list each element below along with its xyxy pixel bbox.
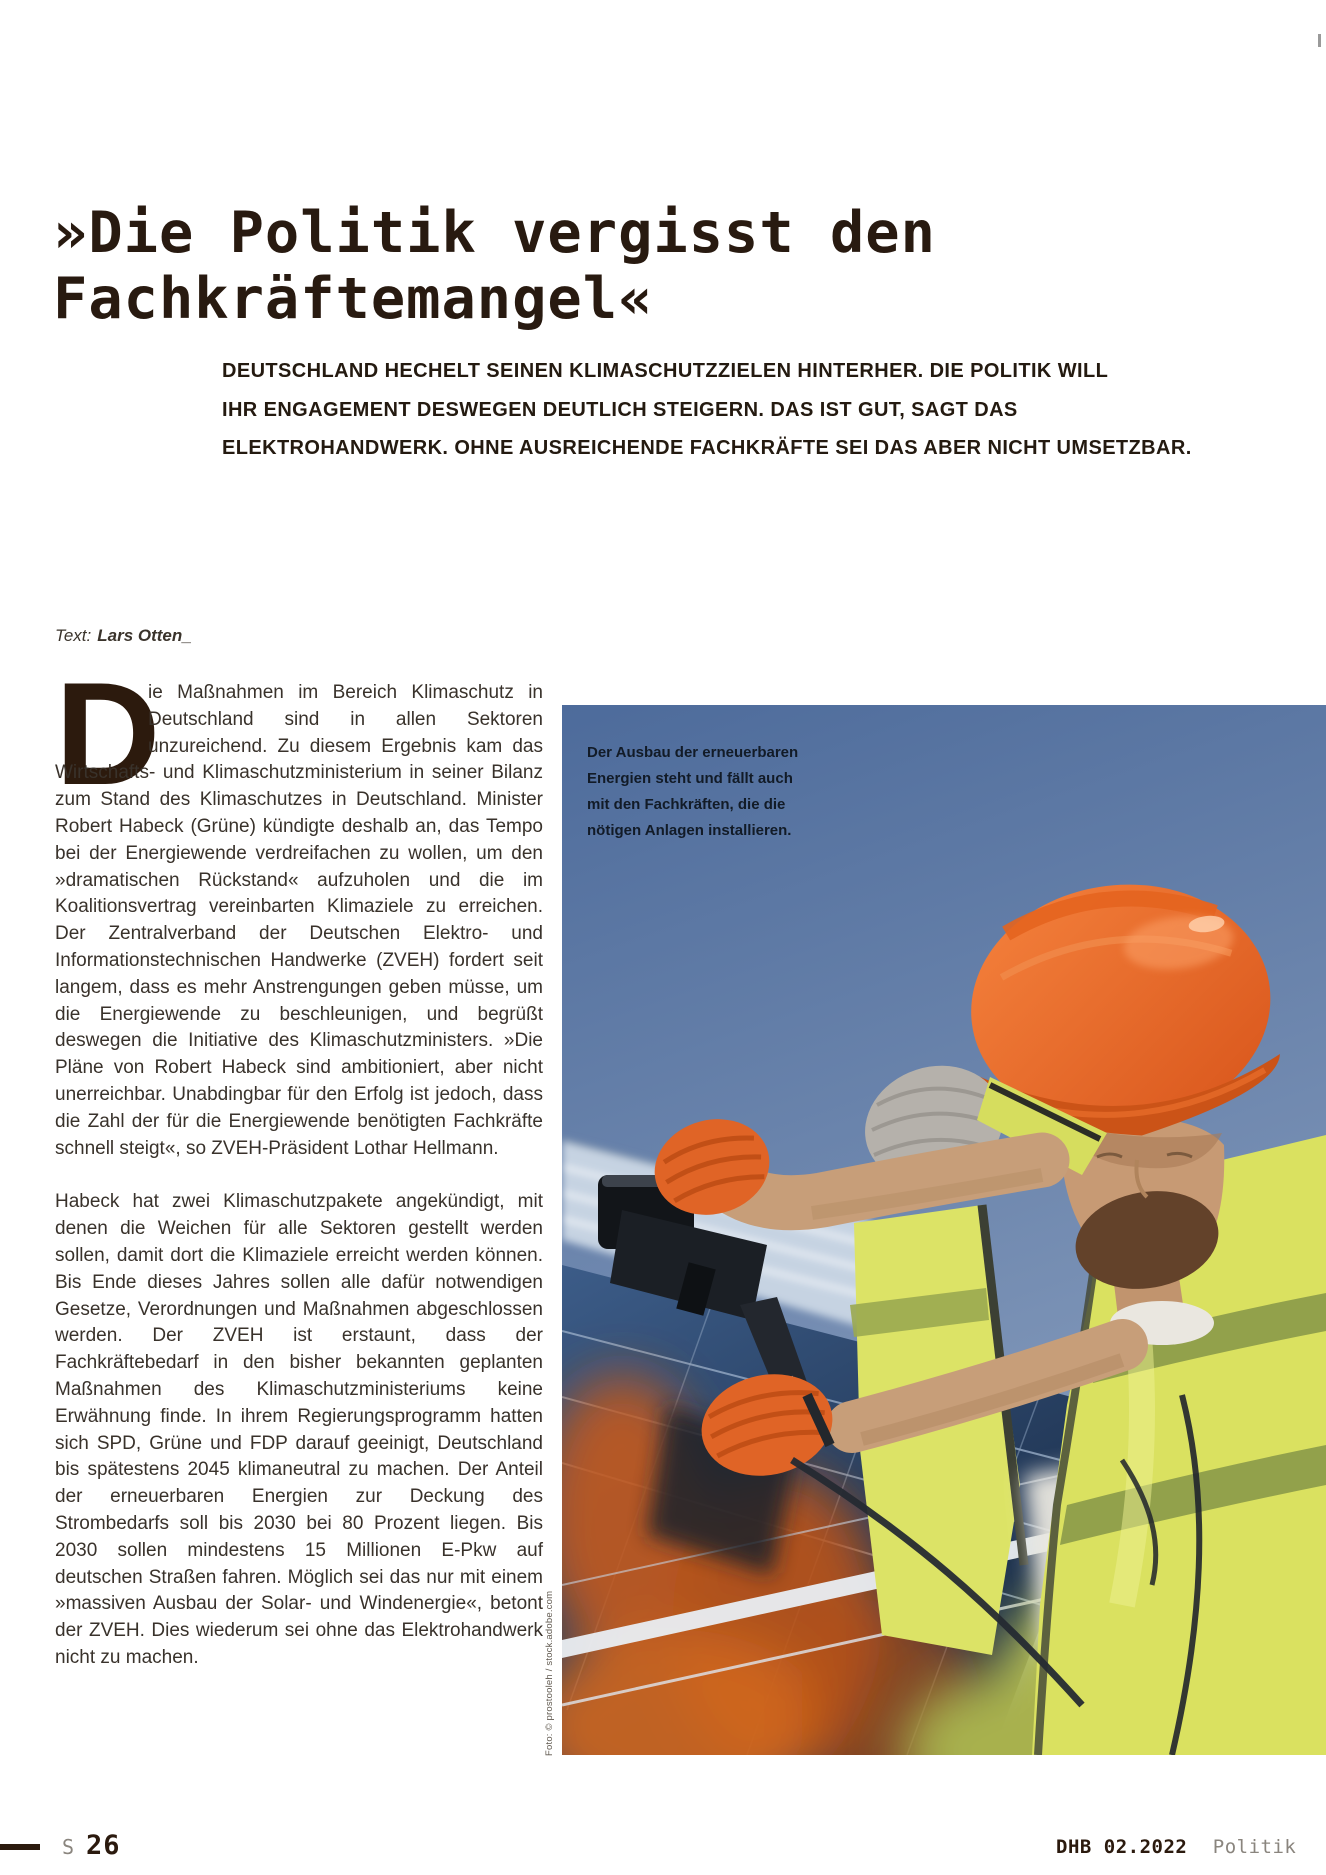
issue-label: DHB 02.2022	[1056, 1836, 1188, 1858]
headline-line-2: Fachkräftemangel«	[53, 266, 654, 332]
photo-caption	[587, 740, 798, 844]
article-photo	[562, 705, 1326, 1755]
caption-line-4: nötigen Anlagen installieren.	[587, 822, 792, 839]
byline-label: Text:	[55, 626, 92, 645]
body-paragraph-2: Habeck hat zwei Klimaschutzpakete angekündigt, mit denen die Weichen für alle Sektoren gestellt werden sollen, damit dort die Klimaziele erreicht werden können. Bis Ende dieses Jahres sollen alle dafür notwendigen Gesetze, Verordnungen und Maßnahmen abgeschlossen werden. Der ZVEH ist erstaunt, dass der Fachkräftebedarf in den bisher bekannten geplanten Maßnahmen des Klimaschutzministeriums keine Erwähnung finde. In ihrem Regierungsprogramm hatten sich SPD, Grüne und FDP darauf geeinigt, Deutschland bis spätestens 2045 klimaneutral zu machen. Der Anteil der erneuerbaren Energien zur Deckung des Strombedarfs soll bis 2030 bei 80 Prozent liegen. Bis 2030 sollen mindestens 15 Millionen E-Pkw auf deutschen Straßen fahren. Möglich sei das nur mit einem »massiven Ausbau der Solar- und Windenergie«, betont der ZVEH. Dies wiederum sei ohne das Elektrohandwerk nicht zu machen.	[55, 1191, 543, 1668]
crop-mark	[1318, 34, 1321, 47]
caption-line-2: Energien steht und fällt auch	[587, 770, 793, 787]
article-headline	[53, 200, 1253, 332]
standfirst-line-1: DEUTSCHLAND HECHELT SEINEN KLIMASCHUTZZIELEN HINTERHER. DIE POLITIK WILL	[222, 360, 1109, 382]
page-prefix: S	[62, 1835, 75, 1859]
paragraph-1-text: ie Maßnahmen im Bereich Klimaschutz in Deutschland sind in allen Sektoren unzureichend. Zu diesem Ergebnis kam das Wirtschafts- und Klimaschutzministerium in seiner Bilanz zum Stand des Klimaschutzes in Deutschland. Minister Robert Habeck (Grüne) kündigte deshalb an, das Tempo bei der Energiewende verdreifachen zu wollen, um den »dramatischen Rückstand« aufzuholen und die im Koalitionsvertrag vereinbarten Klimaziele zu erreichen. Der Zentralverband der Deutschen Elektro- und Informationstechnischen Handwerke (ZVEH) fordert seit langem, dass es mehr Anstrengungen geben müsse, um die Energiewende zu beschleunigen, und begrüßt deswegen die Initiative des Klimaschutzministers. »Die Pläne von Robert Habeck sind ambitioniert, aber nicht unerreichbar. Unabdingbar für den Erfolg ist jedoch, dass die Zahl der für die Energiewende benötigten Fachkräfte schnell steigt«, so ZVEH-Präsident Lothar Hellmann.	[55, 682, 543, 1159]
byline	[55, 626, 192, 646]
body-paragraph-1	[55, 652, 543, 1162]
article-standfirst	[222, 352, 1282, 468]
section-label: Politik	[1212, 1836, 1297, 1858]
photo-scene	[562, 705, 1326, 1755]
byline-author: Lars Otten_	[97, 626, 192, 645]
footer-rule	[0, 1844, 40, 1850]
caption-line-3: mit den Fachkräften, die die	[587, 796, 786, 813]
page-number: 26	[86, 1830, 121, 1861]
photo-credit: Foto: © prostooleh / stock.adobe.com	[544, 1590, 555, 1756]
footer-right	[1056, 1836, 1296, 1858]
drop-cap: D	[55, 652, 161, 815]
standfirst-line-3: ELEKTROHANDWERK. OHNE AUSREICHENDE FACHKRÄFTE SEI DAS ABER NICHT UMSETZBAR.	[222, 437, 1192, 459]
article-body	[55, 652, 543, 1672]
headline-line-1: »Die Politik vergisst den	[53, 200, 936, 266]
standfirst-line-2: IHR ENGAGEMENT DESWEGEN DEUTLICH STEIGERN. DAS IST GUT, SAGT DAS	[222, 398, 1018, 421]
caption-line-1: Der Ausbau der erneuerbaren	[587, 744, 799, 761]
